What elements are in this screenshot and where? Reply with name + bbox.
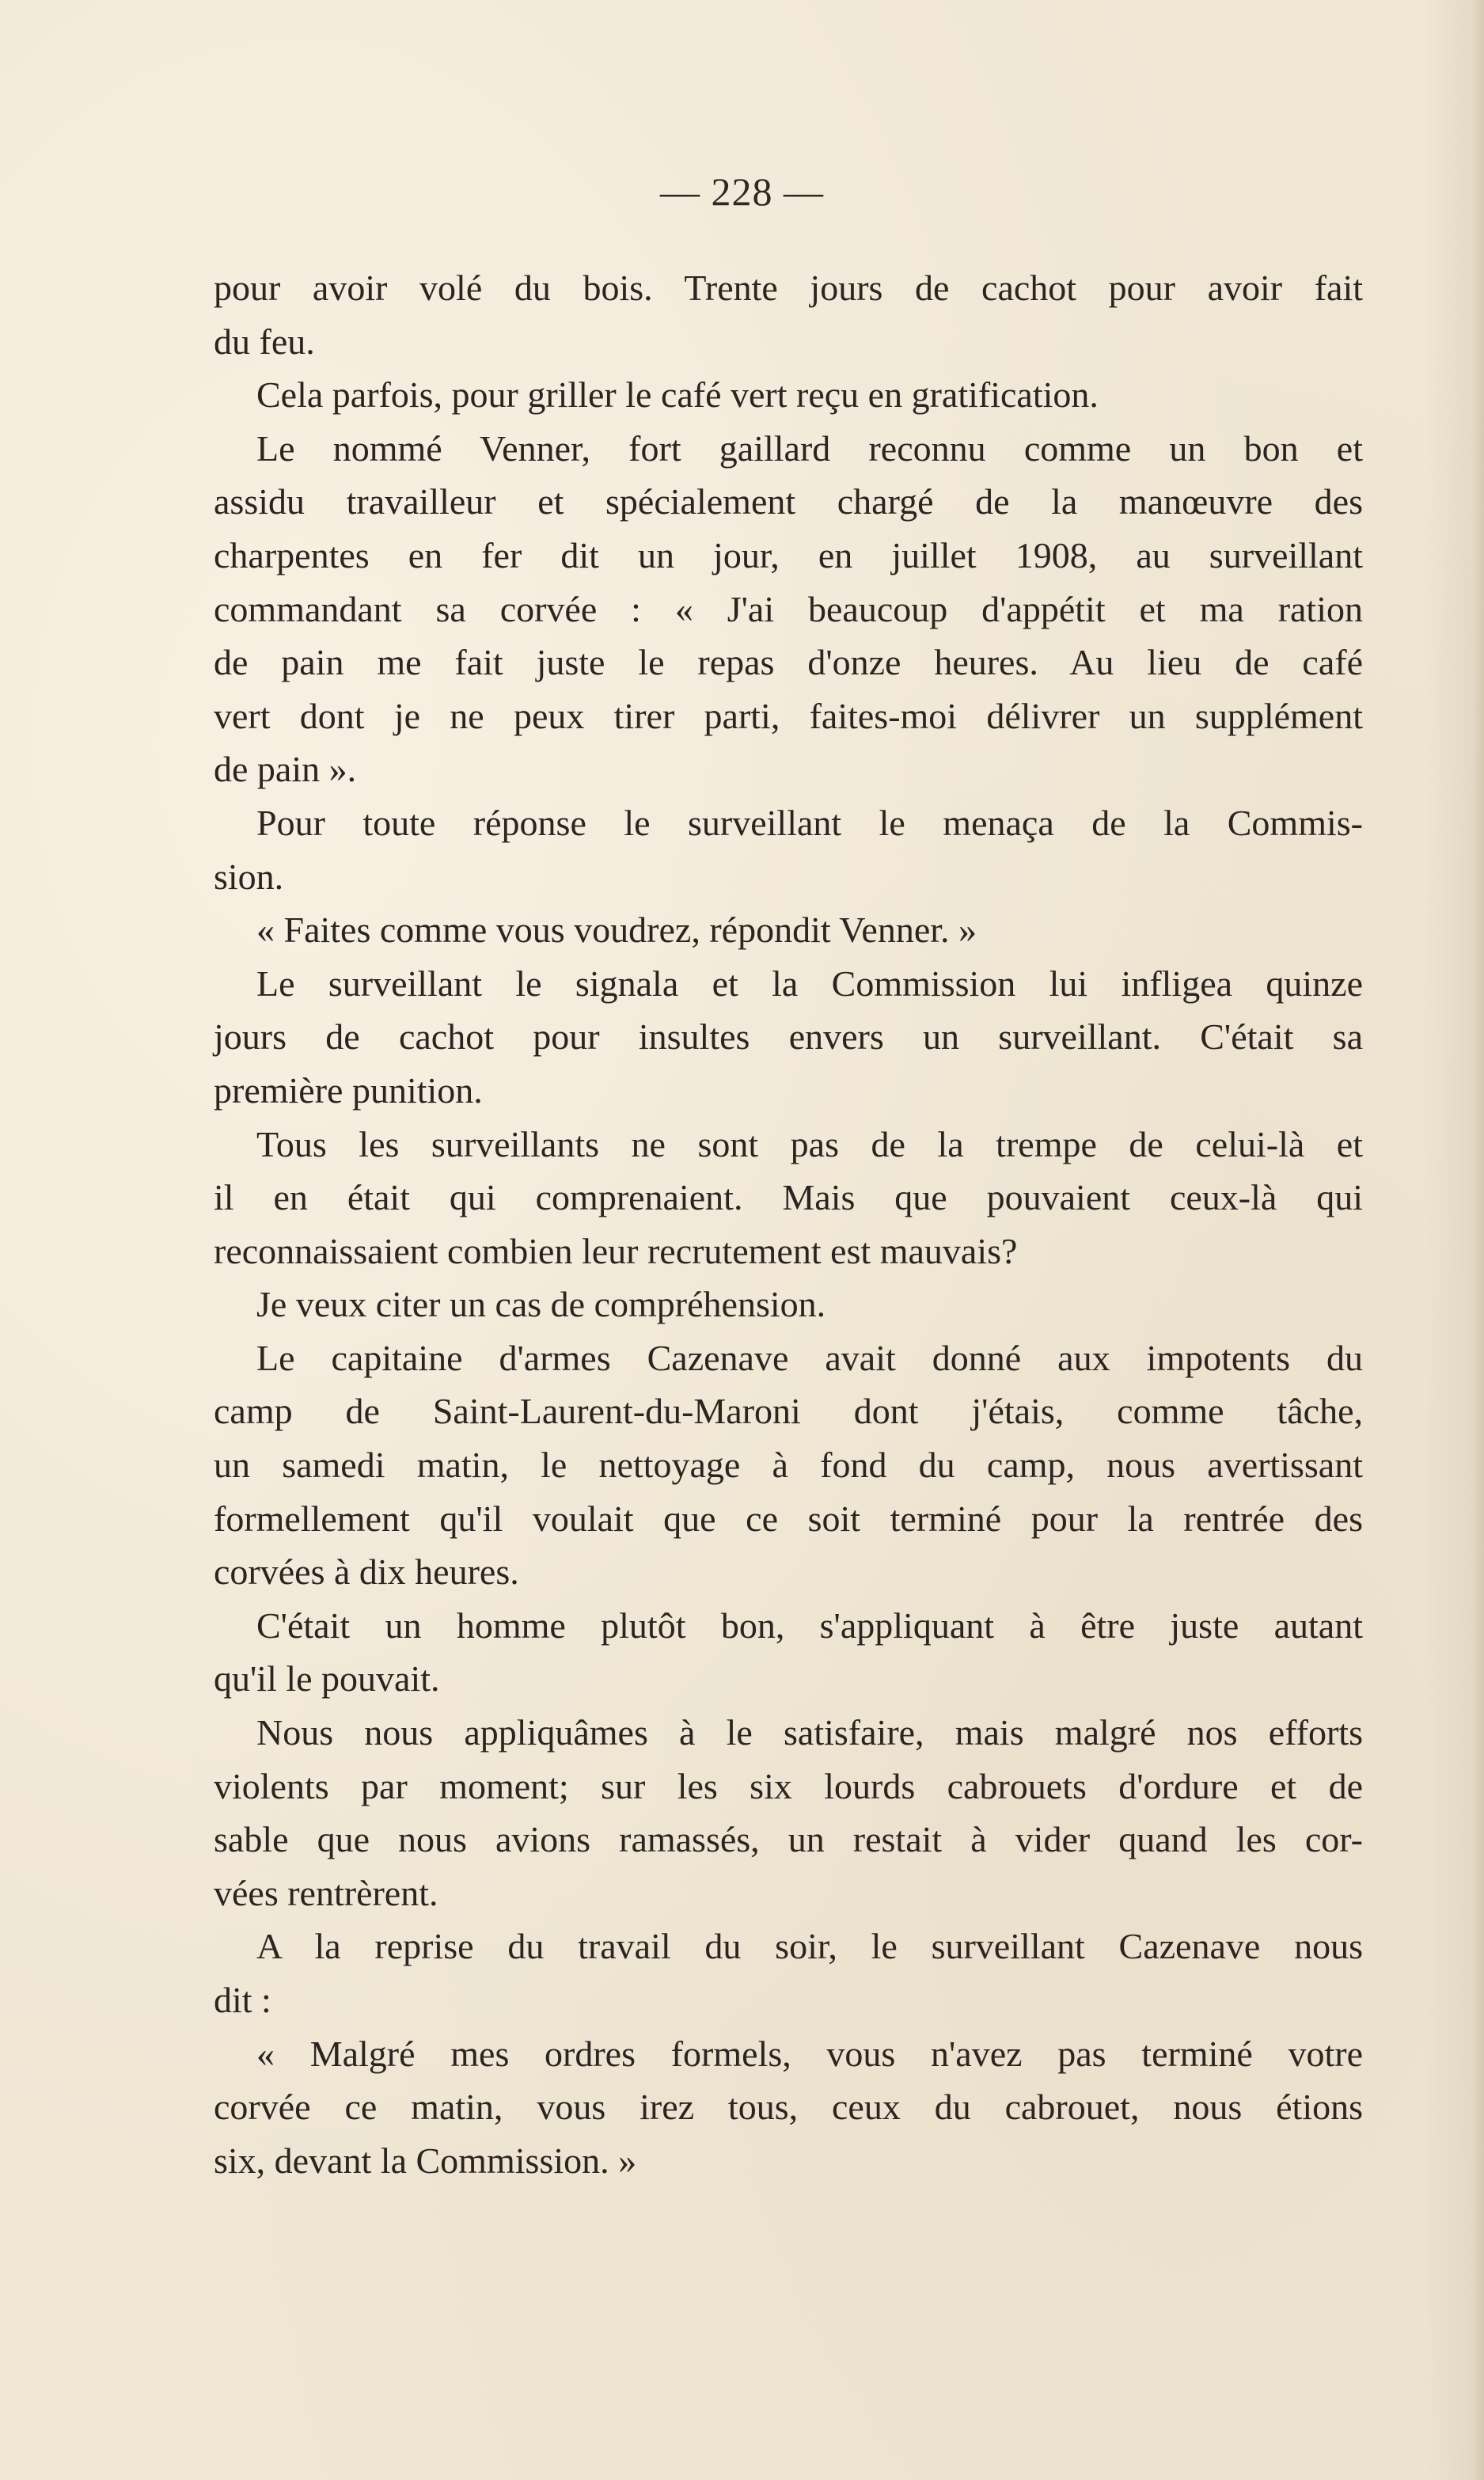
text-line: Le surveillant le signala et la Commission lui infligea quinze (256, 963, 1363, 1004)
text-line: Tous les surveillants ne sont pas de la trempe de celui-là et (256, 1123, 1363, 1164)
page-edge-shadow (1473, 0, 1484, 2480)
text-line: sion. (214, 856, 284, 897)
text-line: du feu. (214, 321, 315, 362)
text-line: C'était un homme plutôt bon, s'appliquant à être juste autant (256, 1605, 1363, 1646)
text-line: corvées à dix heures. (214, 1551, 519, 1593)
text-line: A la reprise du travail du soir, le surveillant Cazenave nous (256, 1926, 1363, 1967)
text-line: « Faites comme vous voudrez, répondit Venner. » (256, 910, 977, 951)
text-line: un samedi matin, le nettoyage à fond du camp, nous avertissant (214, 1445, 1363, 1486)
text-line: six, devant la Commission. » (214, 2140, 637, 2181)
text-line: vées rentrèrent. (214, 1872, 438, 1913)
text-line: sable que nous avions ramassés, un restait à vider quand les cor- (214, 1819, 1363, 1860)
text-line: corvée ce matin, vous irez tous, ceux du cabrouet, nous étions (214, 2087, 1363, 2128)
text-line: qu'il le pouvait. (214, 1658, 440, 1700)
text-line: Cela parfois, pour griller le café vert reçu en gratification. (256, 374, 1099, 416)
page-number: — 228 — (660, 169, 824, 214)
text-line: Je veux citer un cas de compréhension. (256, 1284, 826, 1325)
text-line: dit : (214, 1980, 271, 2020)
text-line: il en était qui comprenaient. Mais que pouvaient ceux-là qui (214, 1177, 1363, 1218)
text-line: pour avoir volé du bois. Trente jours de cachot pour avoir fait (214, 268, 1363, 308)
text-line: jours de cachot pour insultes envers un surveillant. C'était sa (214, 1016, 1363, 1058)
text-line: « Malgré mes ordres formels, vous n'avez pas terminé votre (256, 2033, 1363, 2074)
body-text (214, 261, 1363, 2187)
text-line: de pain ». (214, 749, 357, 790)
text-line: assidu travailleur et spécialement chargé de la manœuvre des (214, 481, 1363, 522)
text-line: reconnaissaient combien leur recrutement est mauvais? (214, 1230, 1018, 1271)
text-line: de pain me fait juste le repas d'onze heures. Au lieu de café (214, 642, 1363, 683)
text-line: commandant sa corvée : « J'ai beaucoup d'appétit et ma ration (214, 588, 1363, 629)
text-line: formellement qu'il voulait que ce soit terminé pour la rentrée des (214, 1498, 1363, 1539)
text-line: violents par moment; sur les six lourds cabrouets d'ordure et de (214, 1765, 1363, 1806)
text-line: Pour toute réponse le surveillant le menaça de la Commis- (256, 802, 1363, 843)
text-line: camp de Saint-Laurent-du-Maroni dont j'étais, comme tâche, (214, 1391, 1363, 1432)
text-line: première punition. (214, 1069, 483, 1111)
text-line: Le nommé Venner, fort gaillard reconnu comme un bon et (256, 427, 1363, 469)
text-line: vert dont je ne peux tirer parti, faites-moi délivrer un supplément (214, 695, 1363, 736)
text-line: charpentes en fer dit un jour, en juillet 1908, au surveillant (214, 534, 1363, 575)
text-line: Nous nous appliquâmes à le satisfaire, mais malgré nos efforts (256, 1712, 1363, 1753)
text-line: Le capitaine d'armes Cazenave avait donné aux impotents du (256, 1337, 1363, 1378)
